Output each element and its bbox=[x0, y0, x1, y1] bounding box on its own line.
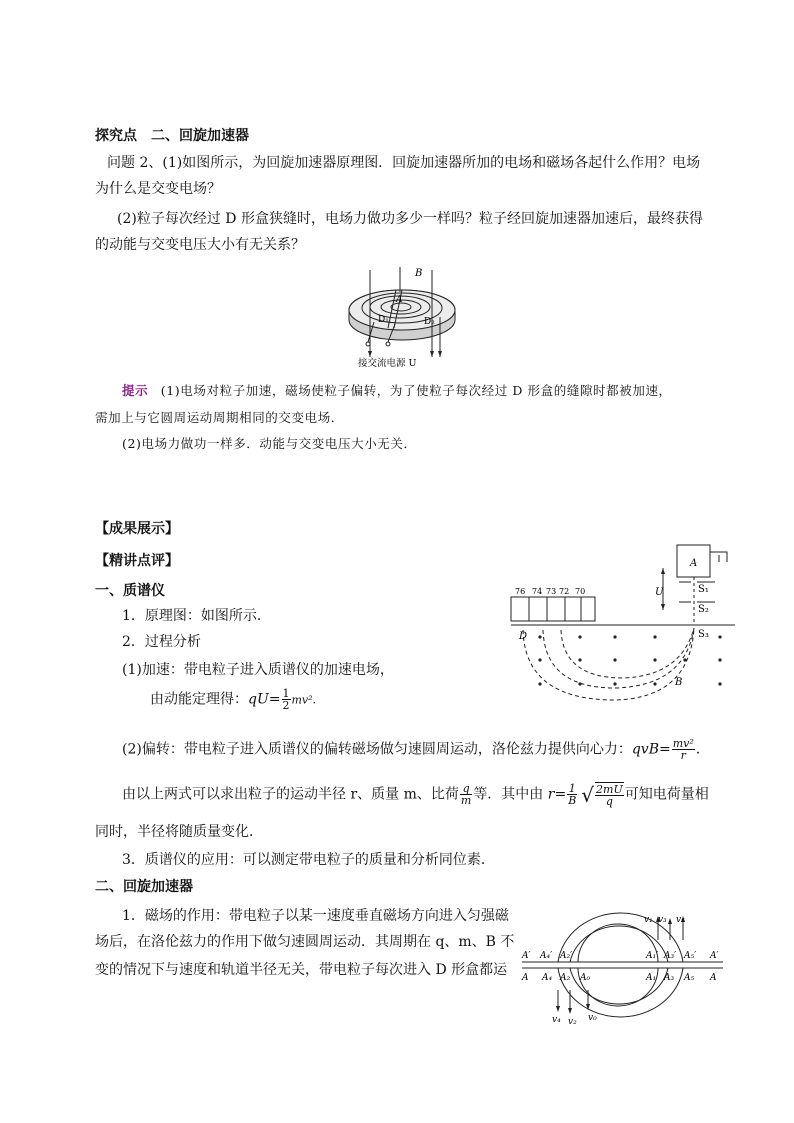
heading-results: 【成果展示】 bbox=[95, 521, 179, 537]
eq2-end: . bbox=[695, 741, 701, 758]
cyclotron-label-A: A bbox=[396, 295, 403, 305]
ms-label-D: D bbox=[519, 631, 528, 642]
radius-frac-num: 1 bbox=[568, 782, 576, 795]
ms-label-U: U bbox=[655, 587, 664, 598]
ms-item-2b-text: (2)偏转：带电粒子进入质谱仪的偏转磁场做匀速圆周运动，洛伦兹力提供向心力： bbox=[122, 741, 632, 758]
question-2-line-1: 问题 2、(1)如图所示，为回旋加速器原理图．回旋加速器所加的电场和磁场各起什么作用？电场 bbox=[107, 155, 701, 171]
radius-frac bbox=[567, 783, 577, 806]
hint-line-2: 需加上与它圆周运动周期相同的交变电场． bbox=[95, 410, 344, 425]
ms-item-2c-line-2: 同时，半径将随质量变化． bbox=[95, 824, 263, 840]
eq-rhs: mv². bbox=[291, 693, 317, 707]
ms-item-2a: (1)加速：带电粒子进入质谱仪的加速电场， bbox=[122, 662, 394, 678]
ms-label-S2: S₂ bbox=[698, 604, 709, 615]
sqrt-den: q bbox=[605, 795, 613, 808]
hint-label: 提示 bbox=[122, 383, 149, 398]
eq2-den: r bbox=[680, 749, 686, 762]
cyc-lower-4: A₁ bbox=[646, 973, 657, 983]
sqrt-sign: √ bbox=[581, 782, 595, 807]
ms-scale-73: 73 bbox=[546, 587, 557, 596]
cyc-label-v2: v₂ bbox=[568, 1017, 577, 1025]
question-2-line-2: 为什么是交变电场？ bbox=[95, 181, 221, 197]
cyc-label-v0: v₀ bbox=[588, 1013, 597, 1023]
ms-scale-74: 74 bbox=[532, 587, 543, 596]
cyclotron-label-D1: D₁ bbox=[378, 315, 389, 325]
ms-label-S1: S₁ bbox=[698, 584, 709, 595]
ratio-num: q bbox=[460, 783, 472, 795]
cyclotron-caption: 接交流电源 U bbox=[358, 358, 417, 369]
section-heading-cyclotron: 探究点 二、回旋加速器 bbox=[95, 128, 249, 144]
cyclotron-principle-figure bbox=[340, 262, 470, 372]
cyc-upper-3: A₁′ bbox=[646, 951, 659, 961]
eq2-num: mv² bbox=[672, 737, 694, 750]
mass-spectrometer-figure bbox=[505, 540, 740, 715]
eq2-fraction bbox=[672, 738, 695, 761]
question-2b-line-2: 的动能与交变电压大小有无关系？ bbox=[95, 237, 305, 253]
cyc-upper-0: A′ bbox=[522, 951, 531, 961]
cyc-item-1-line-3: 变的情况下与速度和轨道半径无关，带电粒子每次进入 D 形盒都运 bbox=[95, 962, 508, 978]
cyc-lower-0: A bbox=[522, 973, 529, 983]
eq-half-num: 1 bbox=[282, 687, 290, 700]
cyc-lower-5: A₃ bbox=[664, 973, 675, 983]
ms-label-B: B bbox=[675, 677, 683, 688]
charge-mass-ratio bbox=[460, 783, 472, 806]
cyc-label-v1: v₁ bbox=[644, 915, 653, 925]
heading-review: 【精讲点评】 bbox=[95, 553, 179, 569]
ms-scale-72: 72 bbox=[559, 587, 570, 596]
cyc-upper-1: A₄′ bbox=[540, 951, 553, 961]
cyc-lower-1: A₄ bbox=[542, 973, 553, 983]
sqrt-num: 2mU bbox=[596, 783, 623, 796]
cyclotron-label-B: B bbox=[415, 268, 423, 279]
cyc-item-1-line-1: 1．磁场的作用：带电粒子以某一速度垂直磁场方向进入匀强磁 bbox=[122, 908, 509, 924]
hint-line-1 bbox=[122, 381, 672, 399]
heading-mass-spectrometer: 一、质谱仪 bbox=[95, 583, 165, 599]
ms-item-2a-equation bbox=[150, 688, 316, 711]
question-2b-line-1: (2)粒子每次经过 D 形盒狭缝时，电场力做功多少一样吗？粒子经回旋加速器加速后，最终获得 bbox=[117, 211, 703, 227]
cyc-lower-3: A₀ bbox=[580, 973, 591, 983]
ms-item-3: 3．质谱仪的应用：可以测定带电粒子的质量和分析同位素． bbox=[122, 852, 495, 868]
ms-2c-suffix: 可知电荷量相 bbox=[624, 786, 709, 803]
eq-half-den: 2 bbox=[282, 699, 290, 712]
cyc-lower-6: A₅ bbox=[684, 973, 695, 983]
radius-eq-lhs: r= bbox=[547, 786, 567, 803]
ratio-den: m bbox=[460, 794, 472, 807]
eq-lhs: qU= bbox=[248, 691, 281, 708]
heading-cyclotron: 二、回旋加速器 bbox=[95, 879, 193, 895]
cyc-upper-4: A₃′ bbox=[664, 951, 677, 961]
ms-label-S3: S₃ bbox=[698, 629, 709, 640]
ms-2c-mid: 等．其中由 bbox=[473, 786, 544, 803]
cyclotron-label-D2: D₂ bbox=[424, 317, 435, 327]
cyc-item-1-line-2: 场后，在洛伦兹力的作用下做匀速圆周运动．其周期在 q、m、B 不 bbox=[95, 934, 515, 950]
cyc-label-v4: v₄ bbox=[552, 1015, 561, 1025]
cyc-lower-7: A bbox=[710, 973, 717, 983]
cyc-upper-6: A′ bbox=[710, 951, 719, 961]
ms-item-2c-line-1 bbox=[122, 782, 709, 807]
ms-label-A: A bbox=[690, 558, 698, 569]
cyclotron-trajectory-figure bbox=[518, 900, 730, 1025]
cyc-upper-5: A₅′ bbox=[684, 951, 697, 961]
ms-item-1: 1．原理图：如图所示． bbox=[122, 608, 271, 624]
ms-item-2: 2．过程分析 bbox=[122, 634, 201, 650]
eq-half-fraction bbox=[282, 688, 291, 711]
eq2-lhs: qvB= bbox=[631, 741, 671, 758]
ms-2c-prefix: 由以上两式可以求出粒子的运动半径 r、质量 m、比荷 bbox=[122, 786, 459, 803]
eq-prefix: 由动能定理得： bbox=[150, 691, 248, 708]
ms-scale-70: 70 bbox=[575, 587, 586, 596]
ms-scale-76: 76 bbox=[515, 587, 526, 596]
hint-line-3: (2)电场力做功一样多．动能与交变电压大小无关． bbox=[122, 436, 417, 451]
cyc-label-v5: v₅ bbox=[676, 915, 685, 925]
hint-text-1: (1)电场对粒子加速，磁场使粒子偏转，为了使粒子每次经过 D 形盒的缝隙时都被加速， bbox=[160, 383, 672, 398]
cyc-label-v3: v₃ bbox=[658, 915, 667, 925]
sqrt-frac bbox=[595, 782, 624, 807]
cyc-upper-2: A₂′ bbox=[560, 951, 573, 961]
radius-frac-den: B bbox=[568, 794, 577, 807]
ms-item-2b bbox=[122, 738, 700, 761]
cyc-lower-2: A₂ bbox=[560, 973, 571, 983]
